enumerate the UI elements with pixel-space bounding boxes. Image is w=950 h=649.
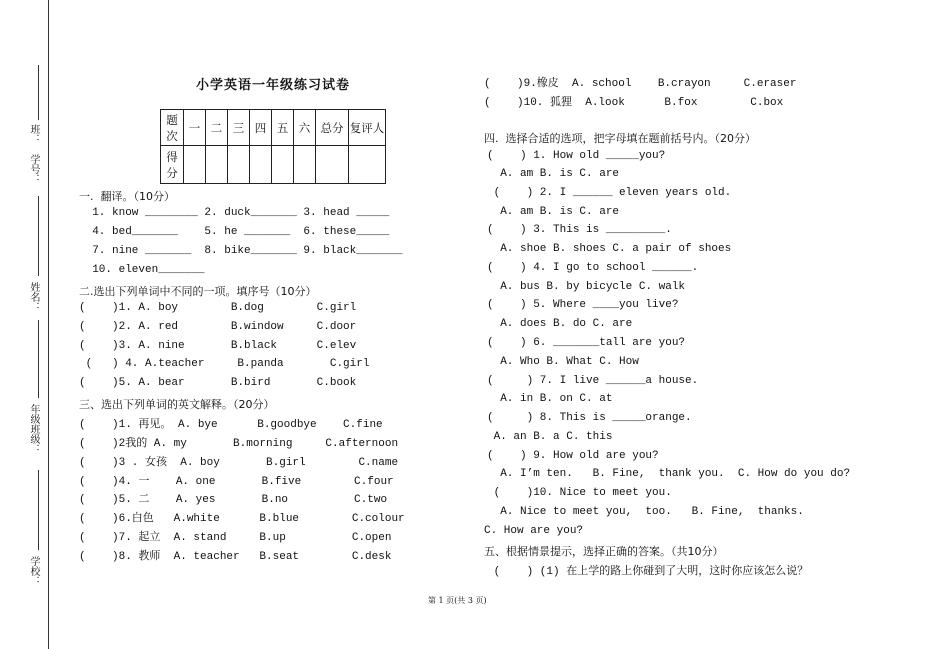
- option-line: A. am B. is C. are: [487, 168, 620, 180]
- question-line: ( ) 5. Where ____you live?: [487, 299, 679, 311]
- option-line: C. How are you?: [484, 525, 584, 537]
- side-label-class: 班：: [28, 124, 39, 144]
- score-cell[interactable]: [228, 146, 250, 184]
- score-row-label: 得分: [161, 146, 184, 184]
- question-line: ( )7. 起立 A. stand B.up C.open: [79, 532, 392, 544]
- score-header-cell: 二: [206, 110, 228, 146]
- question-line: ( ) 6. _______tall are you?: [487, 337, 686, 349]
- question-line: 1. know ________ 2. duck_______ 3. head _____: [79, 207, 390, 219]
- question-line: ( )8. 教师 A. teacher B.seat C.desk: [79, 551, 392, 563]
- question-line: ( )10. Nice to meet you.: [487, 487, 672, 499]
- score-header-cell: 五: [272, 110, 294, 146]
- question-line: ( ) 3. This is _________.: [487, 224, 672, 236]
- side-label-school: 学校：: [28, 556, 39, 586]
- score-cell[interactable]: [184, 146, 206, 184]
- section-4-heading: 四. 选择合适的选项，把字母填在题前括号内。（20分）: [484, 132, 756, 145]
- question-line: ( )1. A. boy B.dog C.girl: [79, 302, 357, 314]
- question-line: ( ) 4. I go to school ______.: [487, 262, 699, 274]
- side-label-grade-class: 年级班级：: [28, 404, 39, 454]
- side-blank-line: [38, 65, 39, 120]
- score-header-cell: 复评人: [349, 110, 386, 146]
- question-line: ( ) 9. How old are you?: [487, 450, 659, 462]
- question-line: 7. nine _______ 8. bike_______ 9. black_______: [79, 245, 403, 257]
- question-line: ( )10. 狐狸 A.look B.fox C.box: [484, 97, 784, 109]
- page-footer: 第 1 页(共 3 页): [428, 596, 487, 605]
- question-line: ( )5. A. bear B.bird C.book: [79, 377, 357, 389]
- question-line: ( )9.橡皮 A. school B.crayon C.eraser: [484, 78, 797, 90]
- question-line: ( ) 7. I live ______a house.: [487, 375, 699, 387]
- side-label-name: 姓名：: [28, 282, 39, 312]
- score-header-cell: 四: [250, 110, 272, 146]
- option-line: A. shoe B. shoes C. a pair of shoes: [487, 243, 732, 255]
- question-line: ( )5. 二 A. yes B.no C.two: [79, 494, 388, 506]
- score-header-cell: 题次: [161, 110, 184, 146]
- section-2-heading: 二.选出下列单词中不同的一项。填序号（10分）: [79, 285, 317, 298]
- option-line: A. Who B. What C. How: [487, 356, 639, 368]
- side-label-student-number: 学号：: [28, 154, 39, 184]
- question-line: ( )3. A. nine B.black C.elev: [79, 340, 357, 352]
- question-line: ( ) 2. I ______ eleven years old.: [487, 187, 732, 199]
- score-cell[interactable]: [206, 146, 228, 184]
- score-cell[interactable]: [272, 146, 294, 184]
- option-line: A. am B. is C. are: [487, 206, 620, 218]
- option-line: A. bus B. by bicycle C. walk: [487, 281, 686, 293]
- section-5-heading: 五、根据情景提示，选择正确的答案。（共10分）: [484, 545, 724, 558]
- section-1-heading: 一. 翻译。（10分）: [79, 190, 175, 203]
- question-line: ( )2我的 A. my B.morning C.afternoon: [79, 438, 399, 450]
- score-header-cell: 三: [228, 110, 250, 146]
- side-blank-line: [38, 470, 39, 550]
- option-line: A. Nice to meet you, too. B. Fine, thanks.: [487, 506, 804, 518]
- question-line: ( )4. 一 A. one B.five C.four: [79, 476, 394, 488]
- score-header-cell: 总分: [316, 110, 349, 146]
- question-line: 4. bed_______ 5. he _______ 6. these_____: [79, 226, 390, 238]
- section-3-heading: 三、选出下列单词的英文解释。（20分）: [79, 398, 275, 411]
- score-cell[interactable]: [250, 146, 272, 184]
- option-line: A. I’m ten. B. Fine, thank you. C. How do you do?: [487, 468, 851, 480]
- side-blank-line: [38, 196, 39, 276]
- binding-line: [48, 0, 49, 649]
- question-line: ( )3 . 女孩 A. boy B.girl C.name: [79, 457, 399, 469]
- question-line: ( )6.白色 A.white B.blue C.colour: [79, 513, 405, 525]
- question-line: 10. eleven_______: [79, 264, 205, 276]
- score-table: [160, 109, 386, 184]
- score-header-cell: 一: [184, 110, 206, 146]
- question-line: ( )1. 再见。 A. bye B.goodbye C.fine: [79, 419, 383, 431]
- side-blank-line: [38, 320, 39, 398]
- option-line: A. does B. do C. are: [487, 318, 633, 330]
- question-line: ( ) 8. This is _____orange.: [487, 412, 692, 424]
- option-line: A. an B. a C. this: [487, 431, 613, 443]
- question-line: ( ) (1) 在上学的路上你碰到了大明，这时你应该怎么说？: [487, 566, 809, 578]
- question-line: ( ) 1. How old _____you?: [487, 150, 666, 162]
- score-cell[interactable]: [349, 146, 386, 184]
- option-line: A. in B. on C. at: [487, 393, 613, 405]
- question-line: ( )2. A. red B.window C.door: [79, 321, 357, 333]
- page-title: 小学英语一年级练习试卷: [196, 78, 351, 93]
- score-cell[interactable]: [316, 146, 349, 184]
- score-cell[interactable]: [294, 146, 316, 184]
- score-header-cell: 六: [294, 110, 316, 146]
- question-line: ( ) 4. A.teacher B.panda C.girl: [79, 358, 370, 370]
